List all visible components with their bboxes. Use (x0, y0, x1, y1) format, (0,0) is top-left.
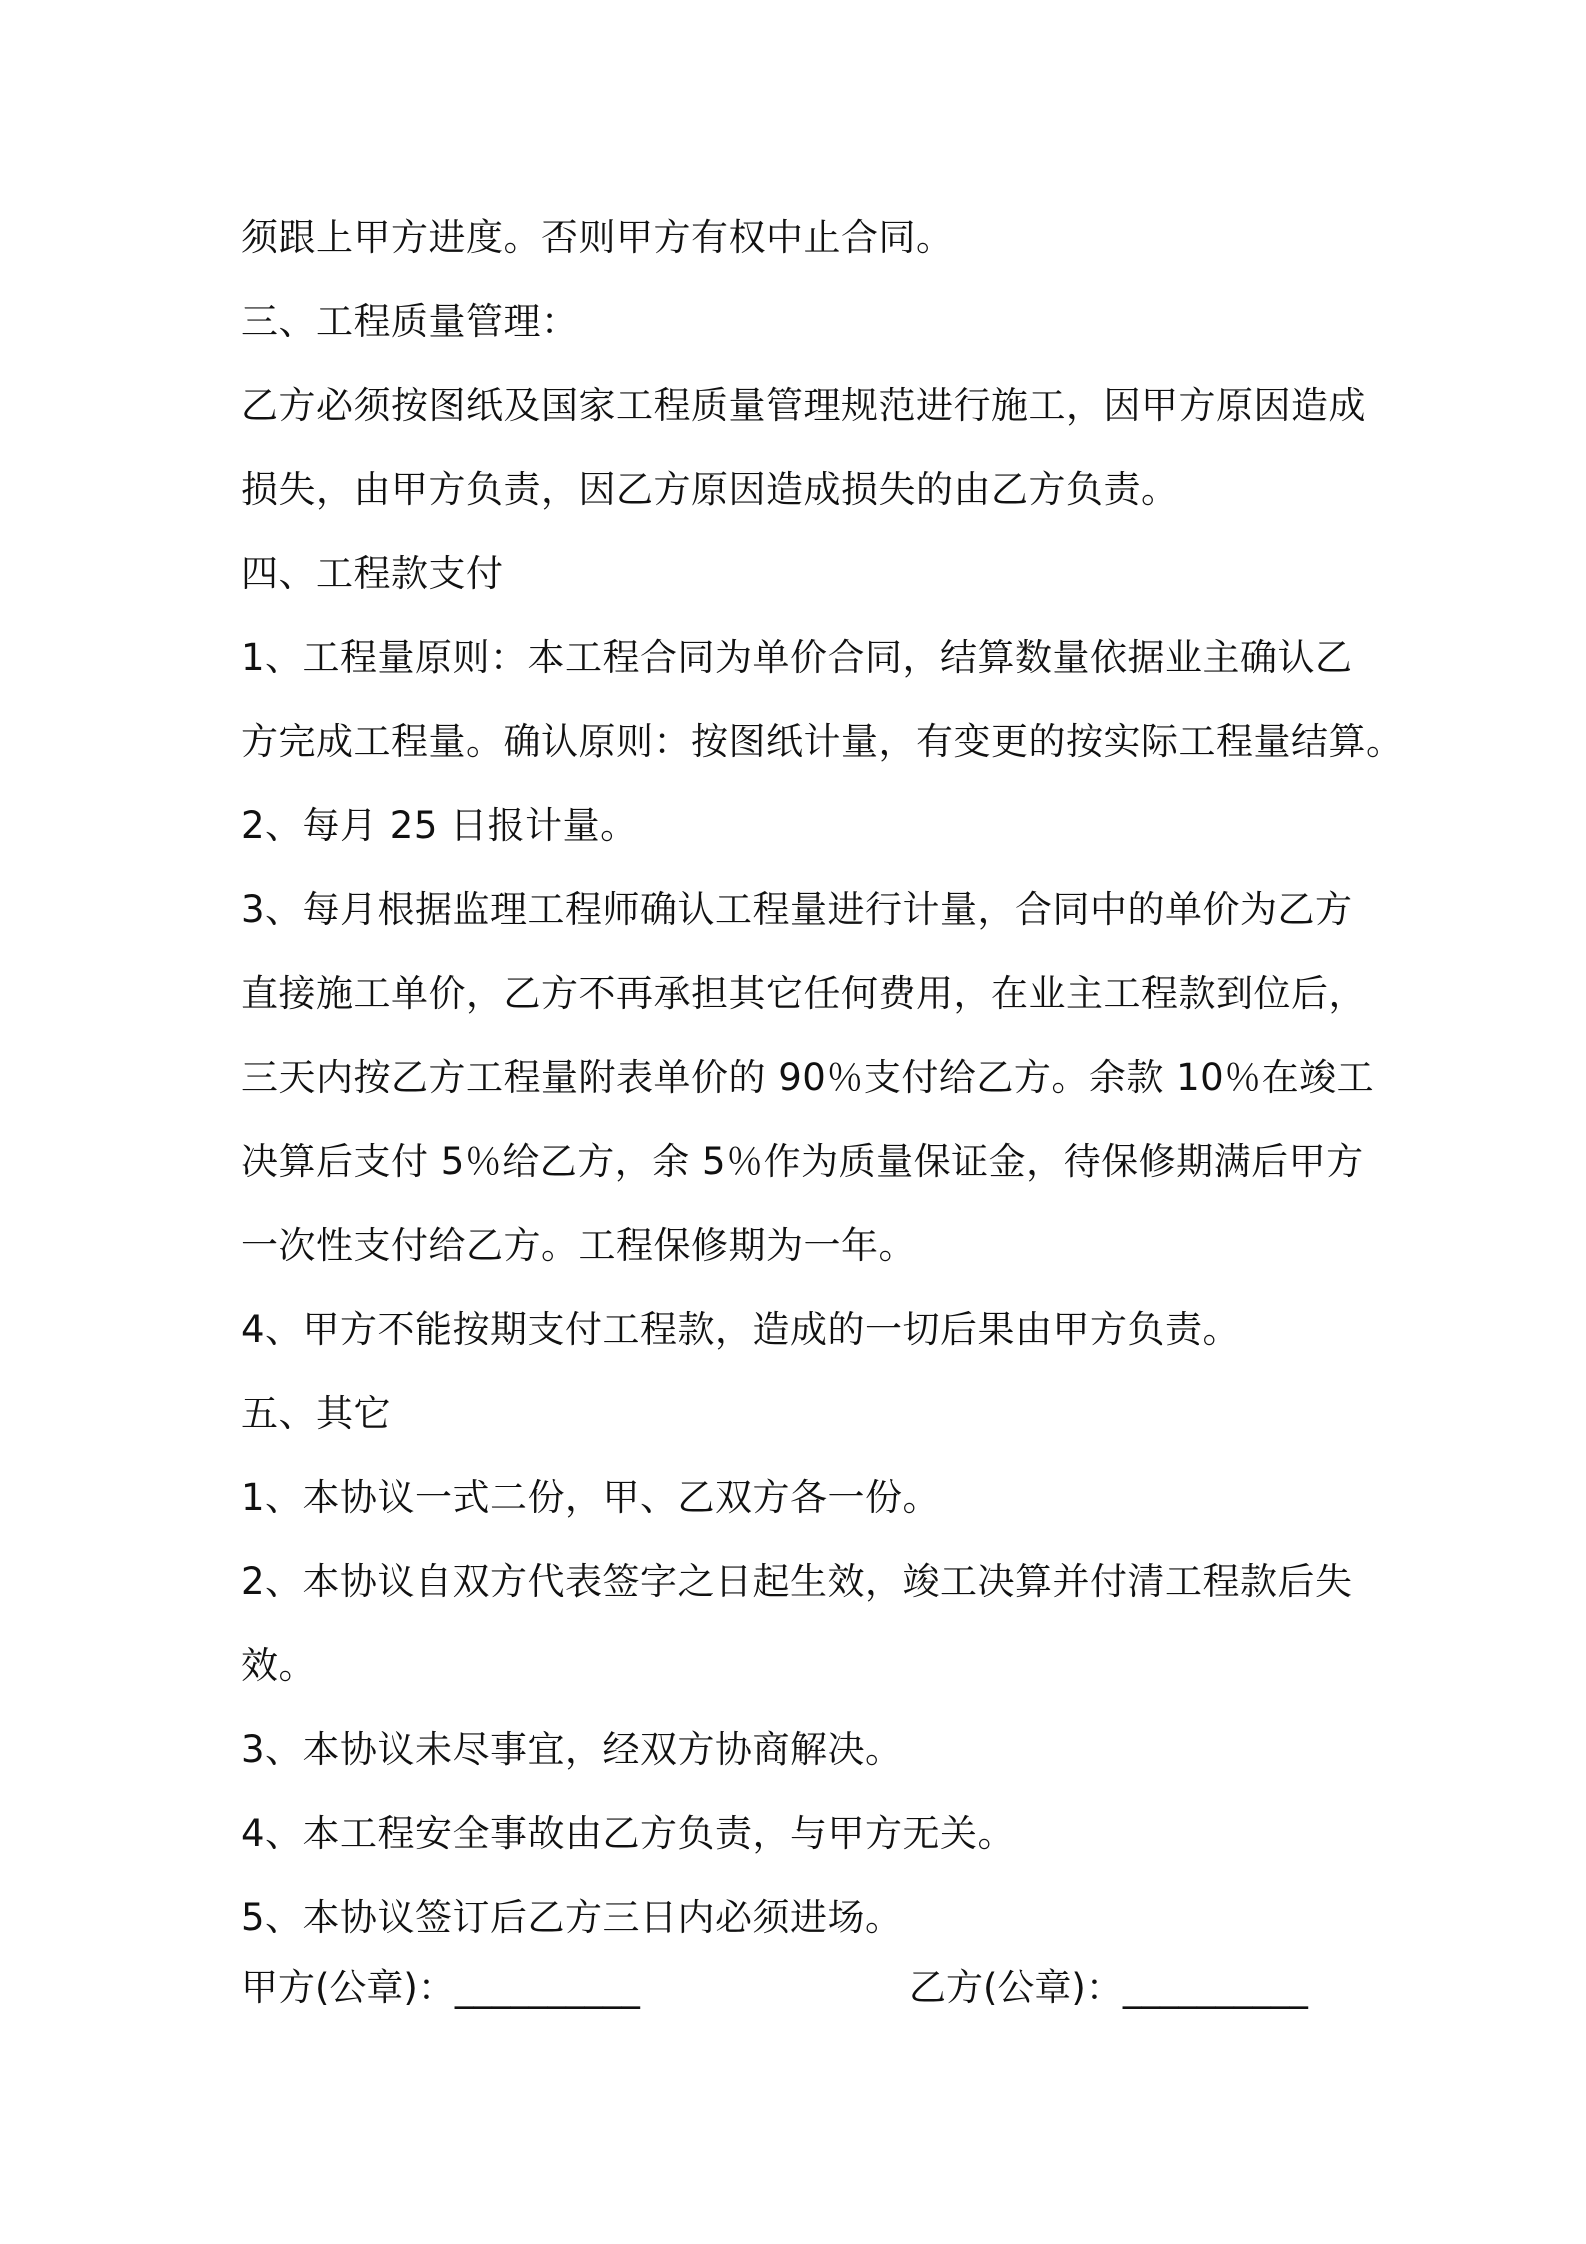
text-line-18: 效。 (241, 1644, 316, 1687)
signature-row (241, 1946, 1361, 2030)
document-body (241, 196, 1404, 1960)
text-line-3: 乙方必须按图纸及国家工程质量管理规范进行施工，因甲方原因造成 (241, 384, 1366, 427)
text-line-6: 1、工程量原则：本工程合同为单价合同，结算数量依据业主确认乙 (241, 636, 1353, 679)
text-line-19: 3、本协议未尽事宜，经双方协商解决。 (241, 1728, 903, 1771)
text-line-17: 2、本协议自双方代表签字之日起生效，竣工决算并付清工程款后失 (241, 1560, 1353, 1603)
section-heading-payment: 四、工程款支付 (241, 552, 504, 595)
section-heading-quality: 三、工程质量管理： (241, 300, 579, 343)
text-line-8: 2、每月 25 日报计量。 (241, 804, 638, 847)
text-line-10: 直接施工单价，乙方不再承担其它任何费用，在业主工程款到位后， (241, 972, 1366, 1015)
text-line-12: 决算后支付 5％给乙方，余 5％作为质量保证金，待保修期满后甲方 (241, 1140, 1364, 1183)
text-line-7: 方完成工程量。确认原则：按图纸计量，有变更的按实际工程量结算。 (241, 720, 1404, 763)
text-line-4: 损失，由甲方负责，因乙方原因造成损失的由乙方负责。 (241, 468, 1179, 511)
text-line-1: 须跟上甲方进度。否则甲方有权中止合同。 (241, 216, 954, 259)
section-heading-other: 五、其它 (241, 1392, 391, 1435)
text-line-20: 4、本工程安全事故由乙方负责，与甲方无关。 (241, 1812, 1016, 1855)
party-a-signature-label: 甲方(公章)：__________ (241, 1966, 640, 2009)
text-line-9: 3、每月根据监理工程师确认工程量进行计量，合同中的单价为乙方 (241, 888, 1353, 931)
text-line-13: 一次性支付给乙方。工程保修期为一年。 (241, 1224, 916, 1267)
text-line-11: 三天内按乙方工程量附表单价的 90％支付给乙方。余款 10％在竣工 (241, 1056, 1375, 1099)
text-line-16: 1、本协议一式二份，甲、乙双方各一份。 (241, 1476, 941, 1519)
party-b-signature-label: 乙方(公章)：__________ (909, 1966, 1308, 2009)
text-line-14: 4、甲方不能按期支付工程款，造成的一切后果由甲方负责。 (241, 1308, 1241, 1351)
text-line-21: 5、本协议签订后乙方三日内必须进场。 (241, 1896, 903, 1939)
